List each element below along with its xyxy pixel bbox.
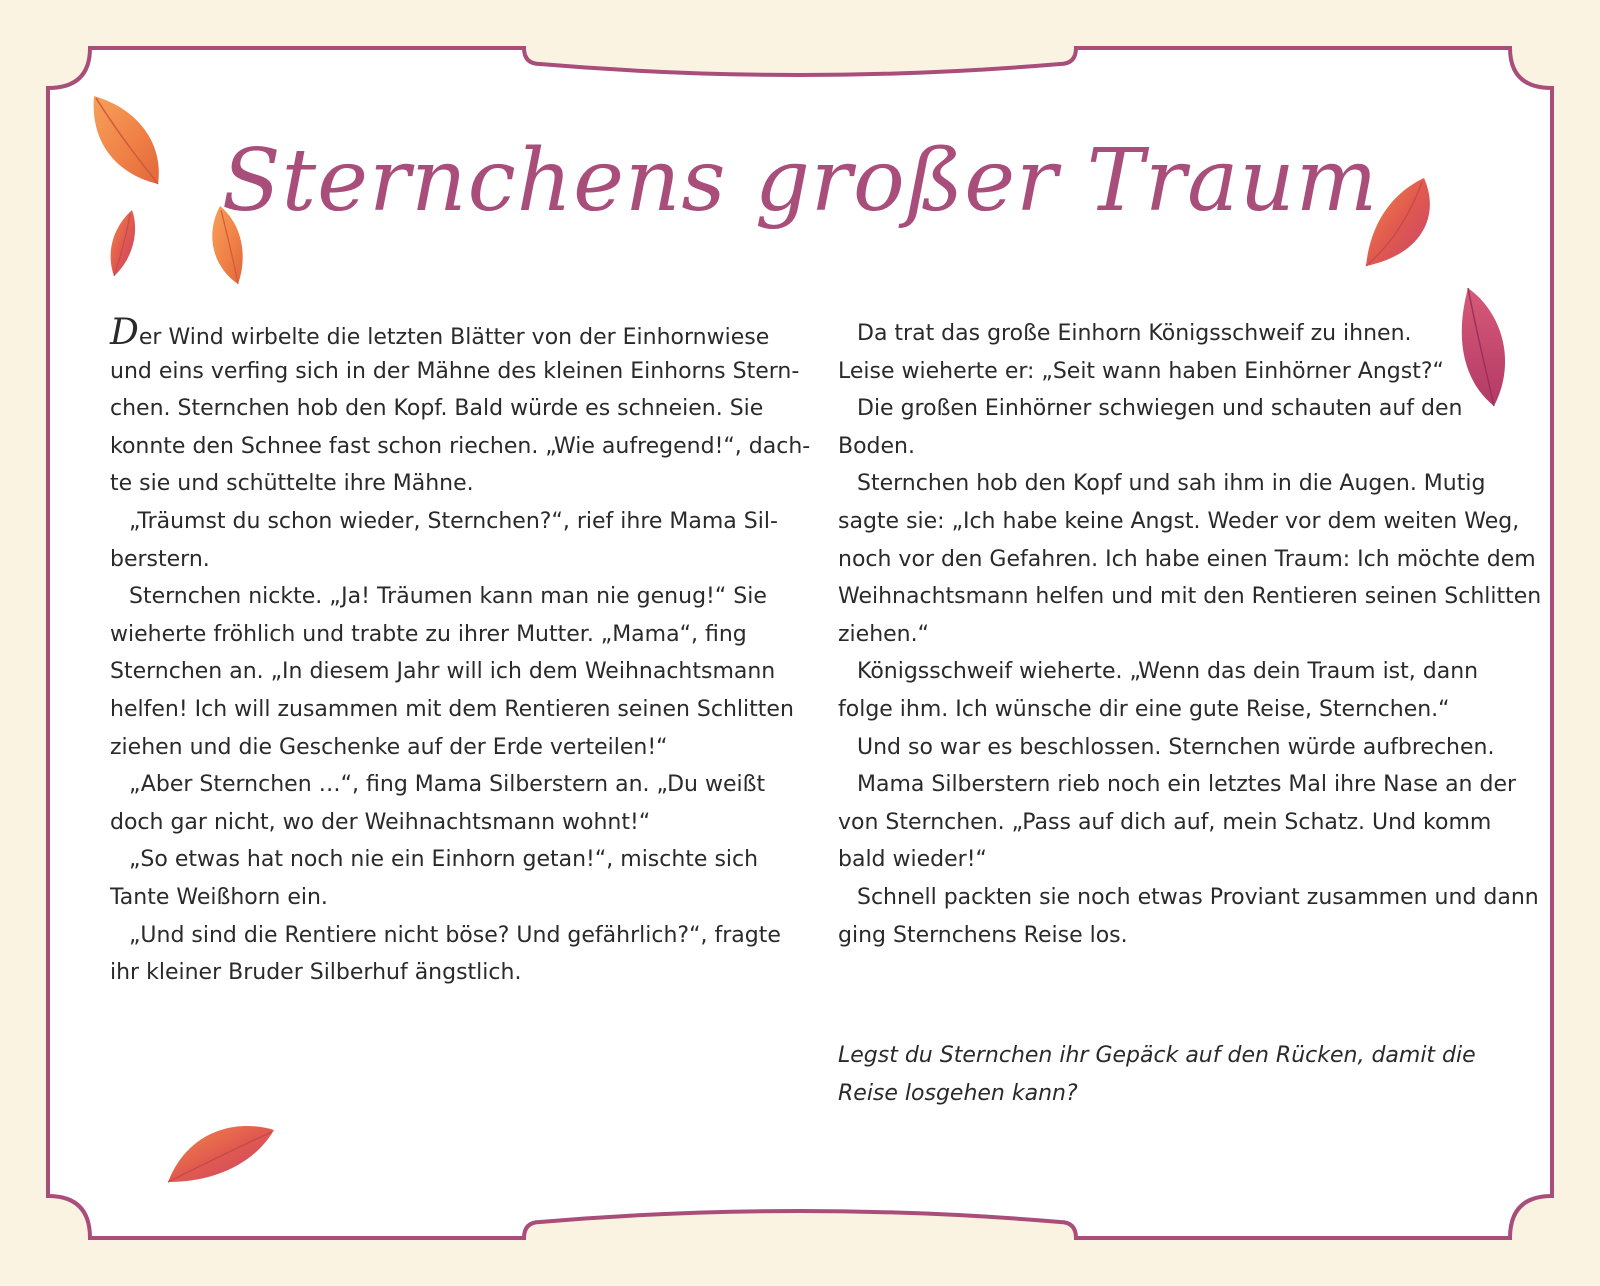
text-line: folge ihm. Ich wünsche dir eine gute Reise, Sternchen.“ <box>838 696 1450 722</box>
story-left-column <box>110 312 811 992</box>
question-line: Legst du Sternchen ihr Gepäck auf den Rücken, damit die <box>838 1043 1476 1068</box>
text-line: noch vor den Gefahren. Ich habe einen Traum: Ich möchte dem <box>838 546 1536 572</box>
text-line: Sternchen nickte. „Ja! Träumen kann man nie genug!“ Sie <box>129 584 767 610</box>
text-line: „Und sind die Rentiere nicht böse? Und gefährlich?“, fragte <box>129 922 781 948</box>
text-line <box>110 312 790 353</box>
text-line: chen. Sternchen hob den Kopf. Bald würde es schneien. Sie <box>110 396 764 422</box>
text-line: sagte sie: „Ich habe keine Angst. Weder vor dem weiten Weg, <box>838 508 1520 534</box>
text-line: Sternchen an. „In diesem Jahr will ich dem Weihnachtsmann <box>110 659 776 685</box>
story-right-column <box>838 315 1542 954</box>
text-line: Die großen Einhörner schwiegen und schauten auf den <box>857 396 1463 422</box>
drop-cap: D <box>110 312 139 353</box>
text-line: Schnell packten sie noch etwas Proviant zusammen und dann <box>857 884 1539 910</box>
text-line: „Träumst du schon wieder, Sternchen?“, rief ihre Mama Sil- <box>129 508 778 534</box>
text-line: ziehen.“ <box>838 621 930 647</box>
text-line: berstern. <box>110 546 210 572</box>
text-line: von Sternchen. „Pass auf dich auf, mein Schatz. Und komm <box>838 809 1492 835</box>
text-line: Mama Silberstern rieb noch ein letztes Mal ihre Nase an der <box>857 772 1517 798</box>
text-line: Boden. <box>838 433 915 459</box>
text-line: Sternchen hob den Kopf und sah ihm in die Augen. Mutig <box>857 471 1486 497</box>
page-title: Sternchens großer Traum <box>221 131 1379 231</box>
text-line: und eins verfing sich in der Mähne des kleinen Einhorns Stern- <box>110 358 800 384</box>
text-line: „Aber Sternchen …“, fing Mama Silberstern an. „Du weißt <box>129 772 766 798</box>
question-line: Reise losgehen kann? <box>838 1080 1078 1106</box>
text-line: helfen! Ich will zusammen mit dem Rentieren seinen Schlitten <box>110 696 794 722</box>
reader-question <box>838 1037 1518 1112</box>
text-line: Da trat das große Einhorn Königsschweif zu ihnen. <box>857 321 1412 346</box>
text-line: ziehen und die Geschenke auf der Erde verteilen!“ <box>110 734 668 760</box>
text-line: bald wieder!“ <box>838 847 987 873</box>
text-line: ihr kleiner Bruder Silberhuf ängstlich. <box>110 960 522 986</box>
line-text: er Wind wirbelte die letzten Blätter von der Einhornwiese <box>138 325 770 350</box>
text-line: wieherte fröhlich und trabte zu ihrer Mutter. „Mama“, fing <box>110 621 747 647</box>
leaf-icon <box>164 1120 276 1186</box>
text-line: ging Sternchens Reise los. <box>838 922 1128 948</box>
text-line: konnte den Schnee fast schon riechen. „Wie aufregend!“, dach- <box>110 433 811 459</box>
leaf-icon <box>106 208 140 278</box>
text-line: Tante Weißhorn ein. <box>110 884 328 910</box>
text-line: Weihnachtsmann helfen und mit den Rentieren seinen Schlitten <box>838 584 1542 610</box>
text-line: Leise wieherte er: „Seit wann haben Einhörner Angst?“ <box>838 358 1444 384</box>
text-line: te sie und schüttelte ihre Mähne. <box>110 471 474 497</box>
text-line: „So etwas hat noch nie ein Einhorn getan!“, mischte sich <box>129 847 759 873</box>
text-line: doch gar nicht, wo der Weihnachtsmann wohnt!“ <box>110 809 651 835</box>
text-line: Und so war es beschlossen. Sternchen würde aufbrechen. <box>857 734 1495 760</box>
text-line: Königsschweif wieherte. „Wenn das dein Traum ist, dann <box>857 659 1479 685</box>
